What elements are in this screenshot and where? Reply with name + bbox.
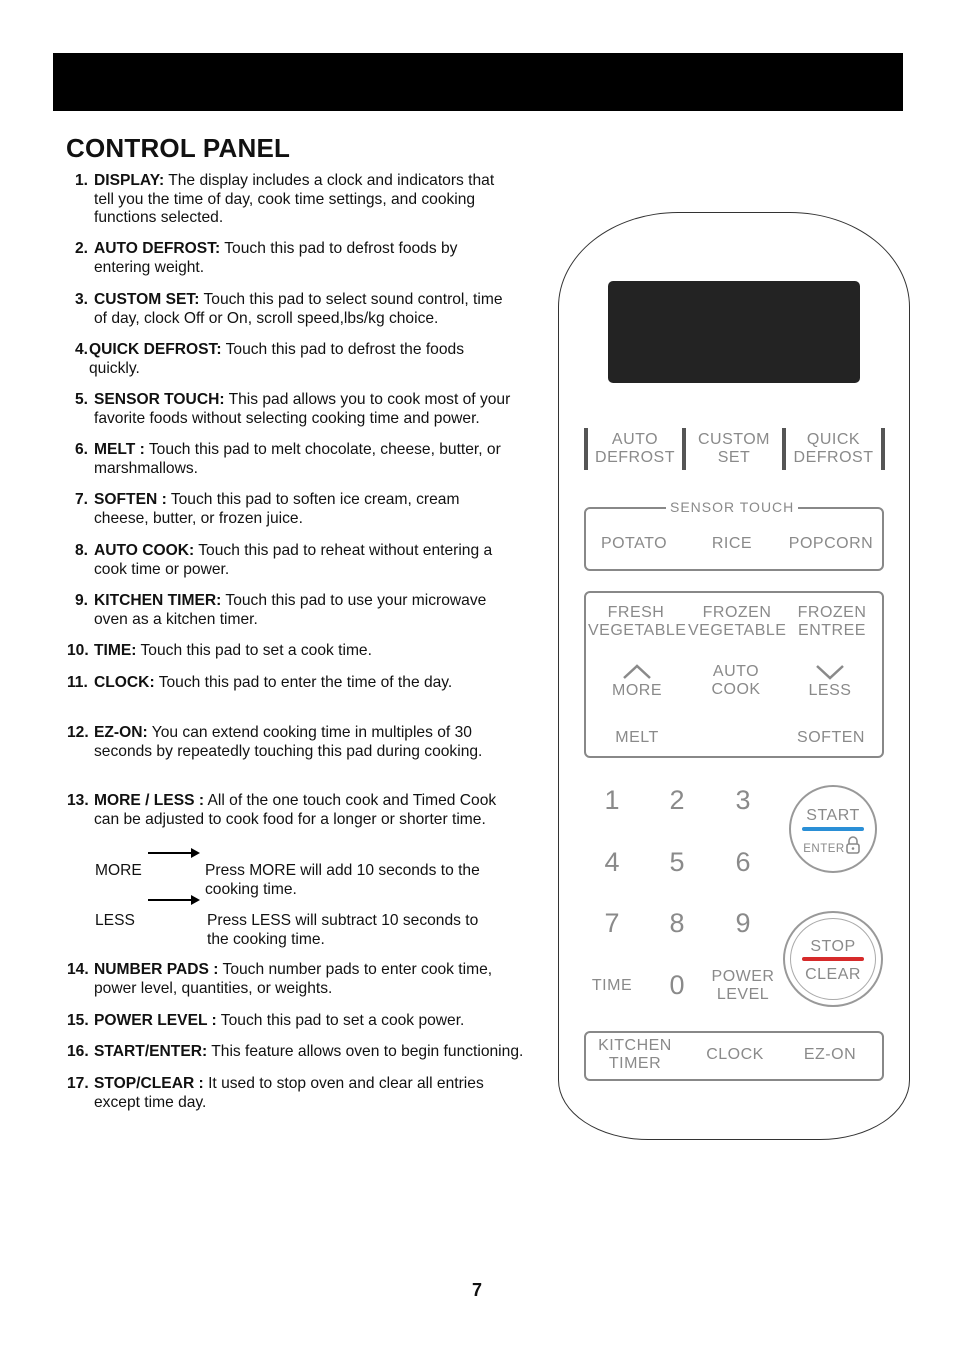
item-heading: TIME: <box>94 642 137 659</box>
custom-set-label: CUSTOM <box>697 431 771 448</box>
list-item <box>75 291 565 328</box>
list-item <box>67 961 557 998</box>
stop-label: STOP <box>810 938 856 955</box>
power-level-label: LEVEL <box>716 986 770 1003</box>
auto-cook-label: COOK <box>711 681 761 698</box>
item-text: Touch this pad to soften ice cream, cream cheese, butter, or frozen juice. <box>94 491 460 527</box>
lock-icon <box>846 836 860 854</box>
kitchen-timer-button[interactable] <box>592 1037 678 1073</box>
item-number: 9. <box>75 592 89 609</box>
more-button[interactable]: MORE <box>612 682 662 699</box>
list-item <box>75 441 565 478</box>
enter-label: ENTER <box>803 843 845 855</box>
item-number: 4. <box>75 341 89 358</box>
kitchen-timer-label: TIMER <box>608 1055 662 1072</box>
page-title: CONTROL PANEL <box>66 133 291 163</box>
auto-cook-button[interactable] <box>696 663 776 699</box>
quick-defrost-label: QUICK <box>806 431 861 448</box>
power-level-button[interactable] <box>703 968 783 1004</box>
frozen-entree-label: FROZEN <box>797 604 867 621</box>
item-text: Touch this pad to defrost foods by entering weight. <box>94 240 458 276</box>
number-pad-8[interactable]: 8 <box>669 908 685 938</box>
item-heading: SOFTEN : <box>94 491 167 508</box>
popcorn-button[interactable]: POPCORN <box>788 535 874 552</box>
item-text: It used to stop oven and clear all entries except time day. <box>94 1075 484 1111</box>
item-heading: NUMBER PADS : <box>94 961 219 978</box>
frozen-vegetable-label: FROZEN <box>702 604 772 621</box>
stop-accent-line <box>802 957 864 961</box>
item-text: All of the one touch cook and Timed Cook can be adjusted to cook food for a longer or shorter time. <box>94 792 497 828</box>
number-pad-6[interactable]: 6 <box>735 847 751 877</box>
more-label: MORE <box>95 862 142 879</box>
header-bar <box>53 53 903 111</box>
item-number: 8. <box>75 542 89 559</box>
item-number: 16. <box>67 1043 89 1060</box>
divider <box>782 428 786 470</box>
number-pad-2[interactable]: 2 <box>669 785 685 815</box>
auto-defrost-label: DEFROST <box>595 449 675 466</box>
frozen-vegetable-label: VEGETABLE <box>688 622 787 639</box>
divider <box>682 428 686 470</box>
frozen-entree-label: ENTREE <box>798 622 866 639</box>
less-label: LESS <box>95 912 135 929</box>
item-number: 10. <box>67 642 89 659</box>
item-text: Touch this pad to set a cook power. <box>216 1012 465 1029</box>
time-button[interactable]: TIME <box>591 977 633 994</box>
item-text: Touch this pad to set a cook time. <box>136 642 372 659</box>
start-accent-line <box>802 827 864 831</box>
list-item <box>67 1012 557 1031</box>
item-text: Touch number pads to enter cook time, power level, quantities, or weights. <box>94 961 493 997</box>
soften-button[interactable]: SOFTEN <box>797 729 865 746</box>
item-heading: STOP/CLEAR : <box>94 1075 204 1092</box>
custom-set-label: SET <box>717 449 751 466</box>
page-number: 7 <box>471 1280 482 1300</box>
item-text: Touch this pad to reheat without entering a cook time or power. <box>94 542 493 578</box>
quick-defrost-button[interactable] <box>788 431 879 467</box>
item-heading: EZ-ON: <box>94 724 148 741</box>
frozen-entree-button[interactable] <box>788 604 876 640</box>
item-text: This pad allows you to cook most of your favorite foods without selecting cooking time and power. <box>94 391 511 427</box>
item-number: 11. <box>67 674 88 691</box>
item-text: Touch this pad to melt chocolate, cheese, butter, or marshmallows. <box>94 441 501 477</box>
list-item <box>75 391 565 428</box>
list-item <box>75 491 565 528</box>
list-item <box>75 542 565 579</box>
item-text: You can extend cooking time in multiples of 30 seconds by repeatedly touching this pad during cooking. <box>94 724 483 760</box>
item-heading: QUICK DEFROST: <box>89 341 222 358</box>
clock-button[interactable]: CLOCK <box>706 1046 764 1063</box>
list-item <box>75 341 565 378</box>
custom-set-button[interactable] <box>688 431 780 467</box>
auto-defrost-button[interactable] <box>590 431 680 467</box>
ez-on-button[interactable]: EZ-ON <box>803 1046 857 1063</box>
more-description: Press MORE will add 10 seconds to the cooking time. <box>205 862 480 898</box>
list-item <box>75 172 565 228</box>
auto-cook-label: AUTO <box>712 663 760 680</box>
item-heading: CUSTOM SET: <box>94 291 200 308</box>
item-heading: DISPLAY: <box>94 172 165 189</box>
less-button[interactable]: LESS <box>808 682 852 699</box>
fresh-vegetable-label: FRESH <box>607 604 665 621</box>
list-item <box>67 1075 557 1112</box>
number-pad-3[interactable]: 3 <box>735 785 751 815</box>
item-heading: START/ENTER: <box>94 1043 208 1060</box>
item-number: 12. <box>67 724 89 741</box>
item-heading: CLOCK: <box>94 674 155 691</box>
number-pad-5[interactable]: 5 <box>669 847 685 877</box>
less-arrow <box>148 899 196 901</box>
power-level-label: POWER <box>711 968 775 985</box>
number-pad-4[interactable]: 4 <box>604 847 620 877</box>
display-screen <box>608 281 860 383</box>
item-text: Touch this pad to defrost the foods quickly. <box>89 341 464 377</box>
item-number: 13. <box>67 792 89 809</box>
rice-button[interactable]: RICE <box>711 535 753 552</box>
start-label: START <box>806 807 860 824</box>
melt-button[interactable]: MELT <box>615 729 659 746</box>
item-number: 2. <box>75 240 89 257</box>
item-number: 5. <box>75 391 89 408</box>
list-item <box>67 792 557 829</box>
clear-label: CLEAR <box>805 966 861 983</box>
fresh-vegetable-label: VEGETABLE <box>588 622 687 639</box>
list-item <box>75 240 565 277</box>
item-number: 7. <box>75 491 89 508</box>
item-text: The display includes a clock and indicators that tell you the time of day, cook time settings, and cooking functions selected. <box>94 172 495 227</box>
number-pad-0[interactable]: 0 <box>669 970 685 1000</box>
list-item <box>67 674 557 693</box>
item-heading: AUTO DEFROST: <box>94 240 221 257</box>
potato-button[interactable]: POTATO <box>600 535 668 552</box>
item-heading: MORE / LESS : <box>94 792 205 809</box>
sensor-touch-label: SENSOR TOUCH <box>666 499 798 515</box>
item-heading: MELT : <box>94 441 145 458</box>
item-text: Touch this pad to enter the time of the day. <box>154 674 453 691</box>
auto-defrost-label: AUTO <box>611 431 659 448</box>
more-arrow <box>148 852 196 854</box>
item-heading: POWER LEVEL : <box>94 1012 217 1029</box>
number-pad-9[interactable]: 9 <box>735 908 751 938</box>
item-heading: AUTO COOK: <box>94 542 195 559</box>
item-number: 6. <box>75 441 89 458</box>
number-pad-7[interactable]: 7 <box>604 908 620 938</box>
item-text: Touch this pad to select sound control, time of day, clock Off or On, scroll speed,lbs/kg choice. <box>94 291 503 327</box>
less-description: Press LESS will subtract 10 seconds to the cooking time. <box>207 912 479 948</box>
frozen-vegetable-button[interactable] <box>688 604 786 640</box>
item-number: 14. <box>67 961 89 978</box>
list-item <box>67 1043 557 1062</box>
item-number: 3. <box>75 291 89 308</box>
fresh-vegetable-button[interactable] <box>588 604 687 640</box>
list-item <box>67 724 557 761</box>
list-item <box>75 592 565 629</box>
item-number: 17. <box>67 1075 89 1092</box>
item-number: 1. <box>75 172 89 189</box>
item-heading: KITCHEN TIMER: <box>94 592 222 609</box>
chevron-up-icon <box>622 664 652 680</box>
list-item <box>67 642 557 661</box>
divider <box>881 428 885 470</box>
item-heading: SENSOR TOUCH: <box>94 391 225 408</box>
quick-defrost-label: DEFROST <box>793 449 874 466</box>
kitchen-timer-label: KITCHEN <box>598 1037 672 1054</box>
chevron-down-icon <box>815 664 845 680</box>
item-text: This feature allows oven to begin functioning. <box>207 1043 524 1060</box>
item-number: 15. <box>67 1012 89 1029</box>
divider <box>584 428 588 470</box>
number-pad-1[interactable]: 1 <box>604 785 620 815</box>
item-text: Touch this pad to use your microwave oven as a kitchen timer. <box>94 592 487 628</box>
